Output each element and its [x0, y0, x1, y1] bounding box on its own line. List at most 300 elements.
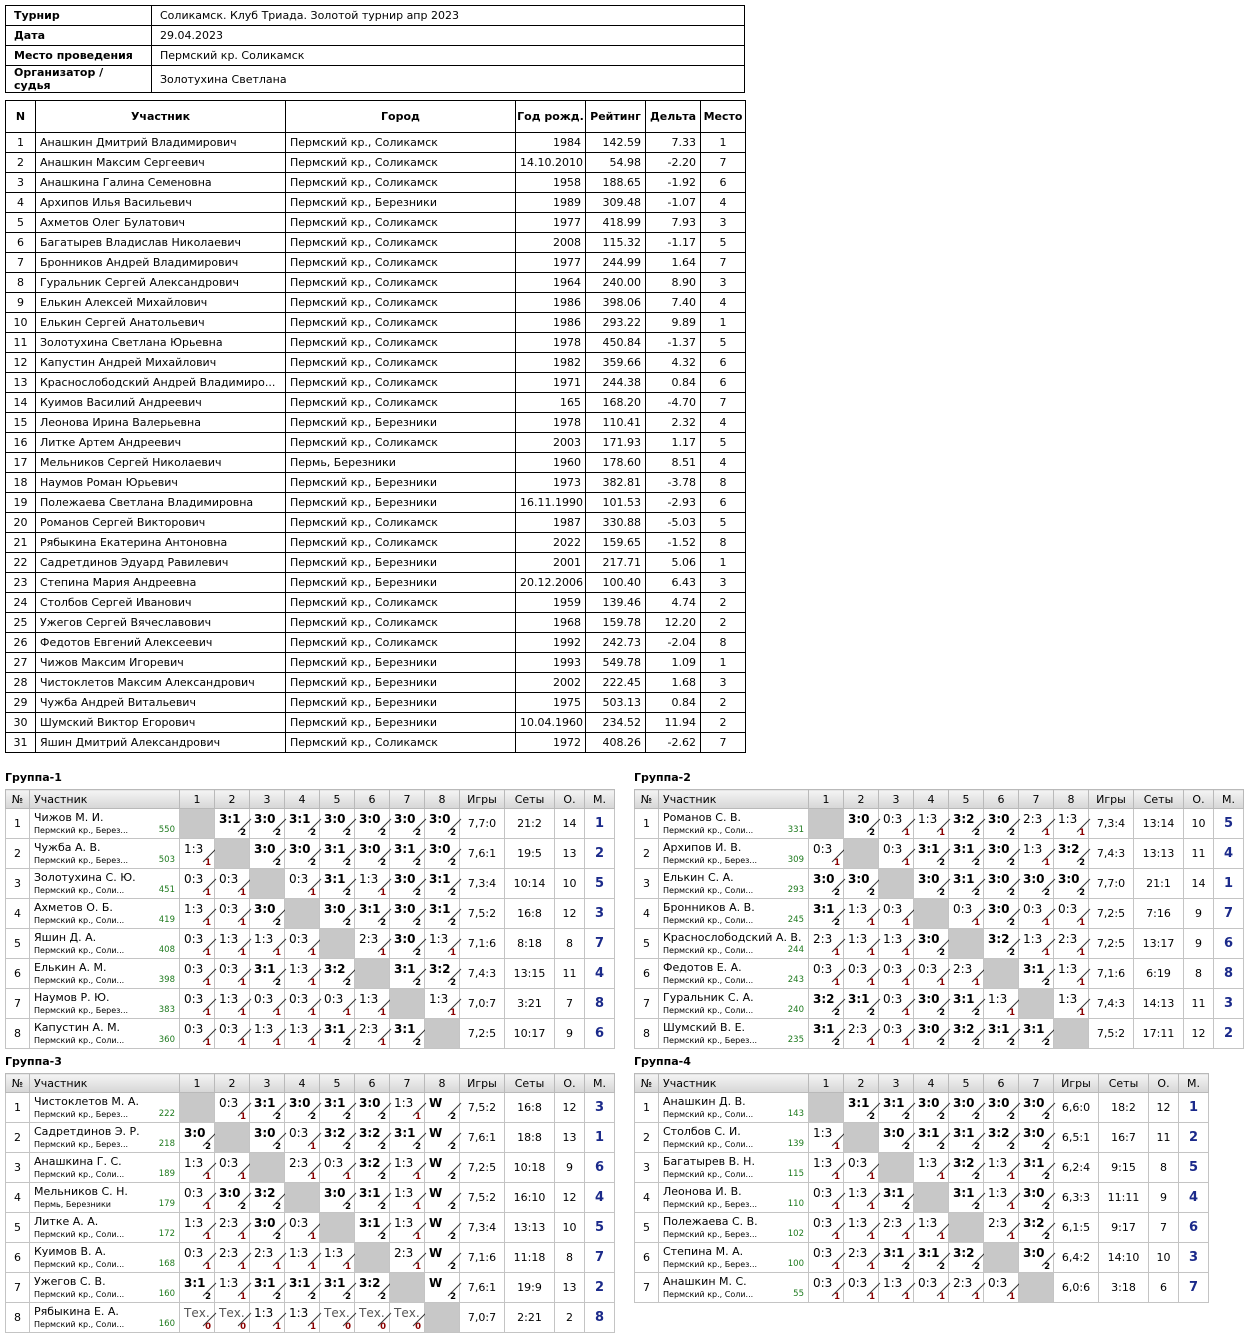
player-city: Пермский кр., Берез... [34, 1110, 129, 1119]
player-rating: 102 [787, 1229, 804, 1239]
match-points: 2 [1044, 888, 1050, 898]
match-score: 3:0 [813, 872, 835, 886]
match-result [1019, 929, 1054, 959]
participant-number: 29 [6, 693, 36, 713]
match-points: 2 [939, 858, 945, 868]
player-place: 7 [1179, 1273, 1209, 1303]
match-result [355, 809, 390, 839]
participant-birth: 1977 [516, 253, 586, 273]
match-score: 1:3 [1023, 842, 1043, 856]
participant-city: Пермский кр., Березники [286, 653, 516, 673]
participant-delta: 4.32 [646, 353, 701, 373]
participant-birth: 2002 [516, 673, 586, 693]
participant-rating: 330.88 [586, 513, 646, 533]
match-points: 1 [1044, 858, 1050, 868]
player-points: 11 [1184, 989, 1214, 1019]
player-cell [659, 1093, 809, 1123]
player-points: 9 [555, 1019, 585, 1049]
participant-place: 6 [701, 493, 746, 513]
player-cell [30, 899, 180, 929]
player-cell [659, 869, 809, 899]
participant-city: Пермский кр., Соликамск [286, 313, 516, 333]
match-score: 1:3 [219, 932, 239, 946]
match-result [215, 1213, 250, 1243]
participant-birth: 1977 [516, 213, 586, 233]
player-number: 6 [6, 1243, 30, 1273]
player-cell [30, 1153, 180, 1183]
player-number: 2 [635, 1123, 659, 1153]
participant-place: 3 [701, 273, 746, 293]
match-result [355, 1123, 390, 1153]
match-result [215, 1183, 250, 1213]
match-result [215, 989, 250, 1019]
match-score: 0:3 [813, 962, 833, 976]
participant-row [6, 513, 746, 533]
match-result [809, 899, 844, 929]
participant-birth: 1960 [516, 453, 586, 473]
match-result [390, 1243, 425, 1273]
match-result [1019, 899, 1054, 929]
match-score: 1:3 [184, 1156, 204, 1170]
player-games: 7,0:7 [460, 1303, 505, 1333]
col-games: Игры [460, 790, 505, 809]
match-score: 3:1 [289, 812, 311, 826]
participant-name: Яшин Дмитрий Александрович [36, 733, 286, 753]
match-result [390, 959, 425, 989]
col-player: Участник [30, 1074, 180, 1093]
match-result [285, 809, 320, 839]
match-result [879, 899, 914, 929]
participant-birth: 1993 [516, 653, 586, 673]
group-4-table [634, 1073, 1209, 1303]
match-result [844, 989, 879, 1019]
match-points: 2 [1044, 1038, 1050, 1048]
player-points: 12 [555, 1093, 585, 1123]
match-result [355, 929, 390, 959]
match-points: 2 [205, 1142, 211, 1152]
player-sets: 18:8 [505, 1123, 555, 1153]
participant-city: Пермский кр., Соликамск [286, 353, 516, 373]
match-score: 0:3 [813, 1246, 833, 1260]
match-score: 3:0 [359, 1096, 381, 1110]
match-points: 2 [939, 888, 945, 898]
player-number: 3 [635, 869, 659, 899]
player-name: Чистоклетов М. А. [34, 1095, 139, 1108]
player-sets: 21:1 [1134, 869, 1184, 899]
tournament-info-table [5, 5, 745, 93]
match-score: 1:3 [813, 1126, 833, 1140]
participant-city: Пермский кр., Березники [286, 573, 516, 593]
player-games: 7,7:0 [1089, 869, 1134, 899]
match-result [390, 1019, 425, 1049]
participant-birth: 10.04.1960 [516, 713, 586, 733]
match-result [390, 929, 425, 959]
group-player-row [6, 839, 615, 869]
match-points: 1 [834, 1142, 840, 1152]
participant-name: Федотов Евгений Алексеевич [36, 633, 286, 653]
match-score: 1:3 [254, 1022, 274, 1036]
participant-city: Пермский кр., Березники [286, 493, 516, 513]
participant-place: 1 [701, 653, 746, 673]
player-rating: 143 [787, 1109, 804, 1119]
group-player-row [635, 1243, 1209, 1273]
match-result [949, 1273, 984, 1303]
player-place: 6 [1179, 1213, 1209, 1243]
group-player-row [6, 1243, 615, 1273]
match-score: 2:3 [359, 1022, 379, 1036]
match-points: 2 [1009, 918, 1015, 928]
match-score: 3:2 [359, 1156, 381, 1170]
col-points: О. [1149, 1074, 1179, 1093]
match-result [285, 839, 320, 869]
player-place: 7 [585, 1243, 615, 1273]
group-player-row [6, 869, 615, 899]
info-label: Организатор / судья [6, 66, 152, 93]
group-player-row [6, 1153, 615, 1183]
match-score: 2:3 [953, 1276, 973, 1290]
match-score: 1:3 [394, 1096, 414, 1110]
match-result [949, 1183, 984, 1213]
match-score: Тех. [219, 1306, 245, 1320]
match-points: 2 [380, 1232, 386, 1242]
match-score: 0:3 [883, 812, 903, 826]
match-result [355, 1303, 390, 1333]
match-result [844, 1153, 879, 1183]
participant-birth: 1989 [516, 193, 586, 213]
match-result [1019, 1243, 1054, 1273]
match-score: 1:3 [184, 902, 204, 916]
match-score: 1:3 [289, 962, 309, 976]
match-result [355, 1019, 390, 1049]
diagonal-cell [844, 1123, 879, 1153]
player-cell [30, 1183, 180, 1213]
match-result [1019, 1153, 1054, 1183]
match-result [949, 989, 984, 1019]
match-points: 1 [240, 1038, 246, 1048]
match-score: W [429, 1156, 443, 1170]
participant-name: Золотухина Светлана Юрьевна [36, 333, 286, 353]
group-player-row [6, 809, 615, 839]
match-points: 1 [1009, 1172, 1015, 1182]
col-opponent: 1 [180, 790, 215, 809]
match-score: 0:3 [324, 1156, 344, 1170]
match-points: 2 [275, 1292, 281, 1302]
group-2-title: Группа-2 [634, 771, 691, 784]
participant-name: Анашкин Дмитрий Владимирович [36, 133, 286, 153]
match-score: Тех. [324, 1306, 350, 1320]
match-score: 2:3 [254, 1246, 274, 1260]
group-player-row [635, 989, 1244, 1019]
participant-name: Ужегов Сергей Вячеславович [36, 613, 286, 633]
participant-number: 1 [6, 133, 36, 153]
player-points: 13 [555, 1123, 585, 1153]
participant-place: 2 [701, 713, 746, 733]
player-games: 6,4:2 [1054, 1243, 1099, 1273]
match-points: 2 [869, 828, 875, 838]
match-points: 1 [974, 978, 980, 988]
match-score: 3:0 [918, 872, 940, 886]
match-points: 2 [974, 1262, 980, 1272]
match-result [250, 1273, 285, 1303]
group-player-row [635, 899, 1244, 929]
match-points: 2 [415, 1038, 421, 1048]
match-result [425, 1213, 460, 1243]
match-points: 2 [345, 978, 351, 988]
match-points: 1 [1009, 1232, 1015, 1242]
match-points: 2 [939, 1142, 945, 1152]
match-score: 1:3 [429, 932, 449, 946]
participant-place: 3 [701, 213, 746, 233]
match-points: 1 [1044, 948, 1050, 958]
match-score: 3:0 [988, 872, 1010, 886]
participant-number: 24 [6, 593, 36, 613]
match-points: 2 [974, 858, 980, 868]
player-city: Пермский кр., Берез... [34, 856, 129, 865]
player-name: Анашкина Г. С. [34, 1155, 122, 1168]
match-points: 1 [939, 828, 945, 838]
match-score: 3:1 [883, 1186, 905, 1200]
match-result [879, 1273, 914, 1303]
match-result [1054, 839, 1089, 869]
match-points: 1 [345, 1262, 351, 1272]
match-result [215, 1273, 250, 1303]
participant-row [6, 713, 746, 733]
player-place: 5 [585, 869, 615, 899]
participant-city: Пермский кр., Соликамск [286, 133, 516, 153]
player-place: 3 [585, 899, 615, 929]
participant-city: Пермский кр., Березники [286, 673, 516, 693]
participant-rating: 139.46 [586, 593, 646, 613]
match-result [250, 1243, 285, 1273]
match-points: 2 [1009, 888, 1015, 898]
match-result [285, 1153, 320, 1183]
participant-delta: -1.52 [646, 533, 701, 553]
player-name: Гуральник С. А. [663, 991, 754, 1004]
player-points: 11 [1184, 839, 1214, 869]
match-result [809, 929, 844, 959]
diagonal-cell [320, 929, 355, 959]
match-score: 3:0 [988, 812, 1010, 826]
participant-delta: 1.09 [646, 653, 701, 673]
match-score: 3:2 [953, 1246, 975, 1260]
column-header: Город [286, 101, 516, 133]
group-player-row [635, 809, 1244, 839]
player-rating: 244 [787, 945, 804, 955]
player-city: Пермь, Березники [34, 1200, 111, 1209]
group-player-row [6, 1019, 615, 1049]
participant-name: Чижов Максим Игоревич [36, 653, 286, 673]
match-score: 3:0 [394, 872, 416, 886]
participant-name: Наумов Роман Юрьевич [36, 473, 286, 493]
player-points: 9 [1184, 929, 1214, 959]
match-result [949, 1153, 984, 1183]
participant-rating: 418.99 [586, 213, 646, 233]
participant-city: Пермский кр., Соликамск [286, 233, 516, 253]
participant-number: 28 [6, 673, 36, 693]
match-score: 1:3 [848, 1186, 868, 1200]
diagonal-cell [390, 989, 425, 1019]
diagonal-cell [355, 1243, 390, 1273]
participant-name: Гуральник Сергей Александрович [36, 273, 286, 293]
match-result [844, 1273, 879, 1303]
player-sets: 13:15 [505, 959, 555, 989]
match-result [879, 1019, 914, 1049]
participant-row [6, 313, 746, 333]
participant-rating: 359.66 [586, 353, 646, 373]
match-points: 2 [450, 1232, 456, 1242]
player-name: Золотухина С. Ю. [34, 871, 136, 884]
match-points: 2 [380, 1172, 386, 1182]
match-result [809, 959, 844, 989]
match-points: 2 [310, 858, 316, 868]
player-cell [30, 869, 180, 899]
match-score: 3:1 [219, 812, 241, 826]
match-score: 3:2 [953, 1156, 975, 1170]
match-result [949, 899, 984, 929]
match-result [215, 899, 250, 929]
match-result [1054, 959, 1089, 989]
match-score: 0:3 [289, 992, 309, 1006]
match-points: 1 [1009, 1202, 1015, 1212]
match-points: 2 [974, 1172, 980, 1182]
match-score: 0:3 [254, 992, 274, 1006]
match-score: 0:3 [883, 902, 903, 916]
match-result [180, 1273, 215, 1303]
match-points: 2 [974, 1142, 980, 1152]
match-score: 3:0 [1023, 1246, 1045, 1260]
match-score: W [429, 1186, 443, 1200]
match-result [949, 1123, 984, 1153]
participant-row [6, 573, 746, 593]
match-score: 3:1 [324, 872, 346, 886]
match-result [984, 839, 1019, 869]
player-rating: 218 [158, 1139, 175, 1149]
participant-name: Ахметов Олег Булатович [36, 213, 286, 233]
match-score: 3:0 [848, 812, 870, 826]
player-city: Пермский кр., Соли... [663, 1006, 754, 1015]
player-cell [659, 1243, 809, 1273]
participant-delta: -2.62 [646, 733, 701, 753]
participant-name: Елькин Сергей Анатольевич [36, 313, 286, 333]
player-points: 12 [1149, 1093, 1179, 1123]
match-points: 2 [1079, 888, 1085, 898]
participant-rating: 293.22 [586, 313, 646, 333]
match-result [250, 1213, 285, 1243]
match-points: 1 [1079, 948, 1085, 958]
match-points: 2 [974, 828, 980, 838]
col-opponent: 3 [250, 790, 285, 809]
match-result [180, 1303, 215, 1333]
player-place: 4 [585, 959, 615, 989]
match-result [914, 989, 949, 1019]
participant-rating: 110.41 [586, 413, 646, 433]
player-name: Куимов В. А. [34, 1245, 107, 1258]
player-number: 4 [6, 899, 30, 929]
match-result [320, 1303, 355, 1333]
match-score: 0:3 [918, 962, 938, 976]
match-result [984, 1273, 1019, 1303]
participant-number: 18 [6, 473, 36, 493]
match-score: 2:3 [848, 1246, 868, 1260]
match-score: 1:3 [184, 842, 204, 856]
match-points: 2 [450, 978, 456, 988]
match-score: 3:1 [813, 1022, 835, 1036]
participant-row [6, 433, 746, 453]
match-score: 3:0 [289, 842, 311, 856]
player-number: 7 [635, 1273, 659, 1303]
match-result [425, 959, 460, 989]
match-result [809, 1019, 844, 1049]
match-points: 1 [1044, 828, 1050, 838]
match-points: 2 [240, 828, 246, 838]
match-result [844, 1243, 879, 1273]
participant-number: 26 [6, 633, 36, 653]
match-result [1019, 869, 1054, 899]
participant-delta: 4.74 [646, 593, 701, 613]
player-place: 6 [1214, 929, 1244, 959]
match-score: 0:3 [184, 1246, 204, 1260]
participant-place: 1 [701, 313, 746, 333]
participant-place: 1 [701, 133, 746, 153]
player-cell [30, 809, 180, 839]
player-number: 7 [6, 1273, 30, 1303]
match-result [1054, 989, 1089, 1019]
match-points: 2 [1009, 1038, 1015, 1048]
match-result [425, 1093, 460, 1123]
player-points: 14 [555, 809, 585, 839]
col-sets: Сеты [1099, 1074, 1149, 1093]
player-name: Чижов М. И. [34, 811, 104, 824]
match-result [180, 899, 215, 929]
match-result [215, 929, 250, 959]
participant-delta: 1.17 [646, 433, 701, 453]
player-cell [30, 1243, 180, 1273]
match-score: 1:3 [883, 932, 903, 946]
match-points: 2 [450, 1292, 456, 1302]
match-score: 1:3 [1058, 812, 1078, 826]
diagonal-cell [1019, 989, 1054, 1019]
match-points: 2 [834, 918, 840, 928]
match-result [879, 959, 914, 989]
match-result [809, 1213, 844, 1243]
match-result [355, 1183, 390, 1213]
match-result [879, 839, 914, 869]
participant-birth: 2003 [516, 433, 586, 453]
match-points: 2 [904, 1112, 910, 1122]
participant-name: Елькин Алексей Михайлович [36, 293, 286, 313]
player-number: 5 [635, 929, 659, 959]
match-result [984, 929, 1019, 959]
player-number: 8 [6, 1019, 30, 1049]
match-points: 2 [415, 918, 421, 928]
player-city: Пермский кр., Берез... [34, 1140, 129, 1149]
match-points: 2 [450, 828, 456, 838]
participant-city: Пермский кр., Соликамск [286, 213, 516, 233]
player-games: 7,2:5 [460, 1153, 505, 1183]
player-place: 7 [1214, 899, 1244, 929]
match-score: 1:3 [394, 1186, 414, 1200]
player-city: Пермский кр., Соли... [34, 916, 125, 925]
participant-birth: 1959 [516, 593, 586, 613]
match-points: 2 [1009, 1142, 1015, 1152]
participant-name: Степина Мария Андреевна [36, 573, 286, 593]
match-result [1019, 809, 1054, 839]
match-result [984, 869, 1019, 899]
match-points: 2 [869, 888, 875, 898]
match-points: 2 [415, 828, 421, 838]
match-result [390, 1303, 425, 1333]
participant-name: Багатырев Владислав Николаевич [36, 233, 286, 253]
